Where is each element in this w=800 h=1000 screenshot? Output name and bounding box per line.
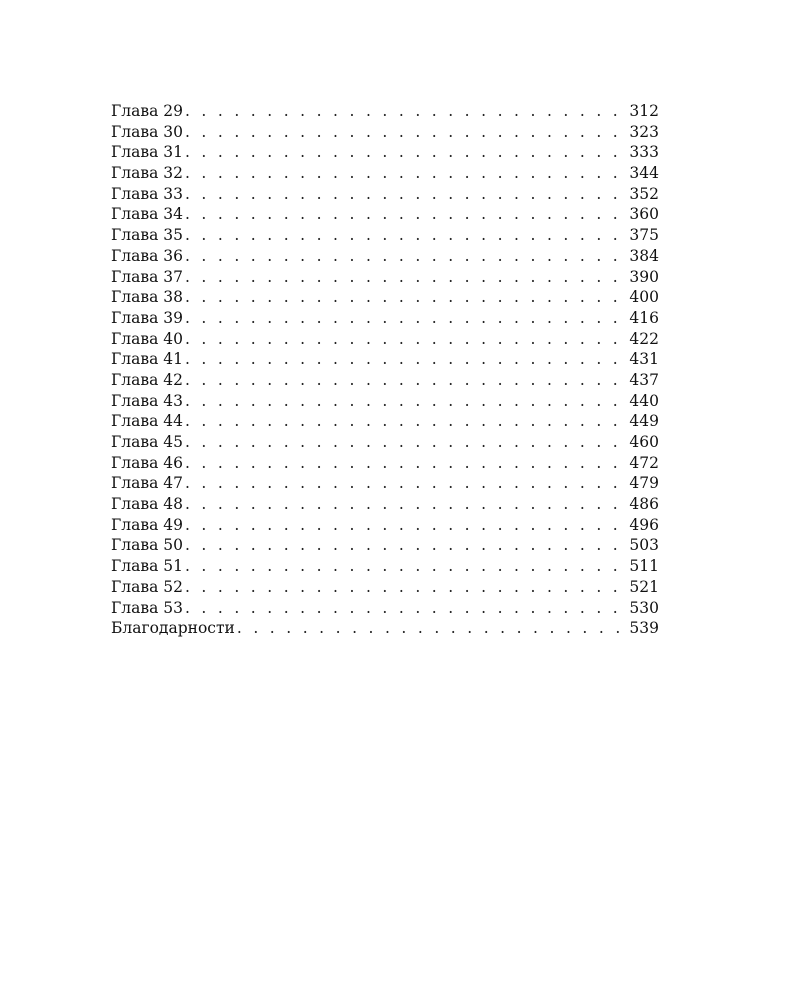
toc-entry (111, 515, 659, 536)
toc-entry (111, 556, 659, 577)
toc-dot-leader (237, 618, 629, 639)
toc-dot-leader (185, 287, 628, 308)
toc-entry-page: 539 (629, 619, 659, 638)
toc-entry-page: 511 (629, 557, 659, 576)
table-of-contents (111, 101, 659, 639)
toc-dot-leader (185, 349, 628, 370)
toc-entry (111, 391, 659, 412)
toc-dot-leader (185, 577, 628, 598)
toc-dot-leader (185, 142, 628, 163)
toc-entry-page: 431 (629, 350, 659, 369)
toc-entry (111, 494, 659, 515)
toc-entry-title: Глава 53 (111, 598, 183, 617)
toc-entry (111, 473, 659, 494)
toc-dot-leader (185, 225, 628, 246)
toc-entry (111, 184, 659, 205)
toc-entry-title: Глава 38 (111, 288, 183, 307)
toc-dot-leader (185, 163, 628, 184)
toc-entry (111, 577, 659, 598)
toc-entry-page: 416 (629, 308, 659, 327)
toc-dot-leader (185, 246, 628, 267)
toc-dot-leader (185, 391, 628, 412)
toc-dot-leader (185, 598, 628, 619)
toc-entry-page: 312 (629, 102, 659, 120)
toc-entry (111, 308, 659, 329)
toc-entry-page: 422 (629, 329, 659, 348)
toc-entry-title: Глава 35 (111, 226, 183, 245)
toc-entry-title: Глава 48 (111, 495, 183, 514)
toc-entry (111, 225, 659, 246)
toc-entry (111, 618, 659, 639)
toc-entry-page: 496 (629, 515, 659, 534)
toc-entry (111, 370, 659, 391)
toc-dot-leader (185, 329, 628, 350)
toc-entry (111, 267, 659, 288)
toc-entry (111, 453, 659, 474)
toc-dot-leader (185, 267, 628, 288)
toc-dot-leader (185, 308, 628, 329)
toc-entry-title: Глава 44 (111, 412, 183, 431)
toc-dot-leader (185, 411, 628, 432)
toc-entry-title: Глава 45 (111, 433, 183, 451)
toc-dot-leader (185, 122, 628, 143)
toc-entry (111, 349, 659, 370)
toc-entry-title: Глава 32 (111, 164, 183, 183)
toc-entry-title: Глава 46 (111, 453, 183, 472)
toc-entry-title: Глава 37 (111, 267, 183, 286)
toc-entry-page: 449 (629, 412, 659, 431)
toc-entry-title: Глава 31 (111, 143, 183, 162)
toc-dot-leader (185, 556, 628, 577)
toc-entry-page: 472 (629, 453, 659, 472)
toc-entry (111, 246, 659, 267)
toc-entry (111, 411, 659, 432)
toc-dot-leader (185, 515, 628, 536)
toc-entry-page: 400 (629, 288, 659, 307)
toc-entry (111, 163, 659, 184)
toc-dot-leader (185, 370, 628, 391)
toc-entry-title: Глава 47 (111, 474, 183, 493)
toc-entry-page: 503 (629, 536, 659, 555)
toc-entry-title: Глава 49 (111, 515, 183, 534)
toc-entry-page: 323 (629, 122, 659, 141)
toc-entry (111, 204, 659, 225)
toc-dot-leader (185, 432, 628, 453)
toc-entry-title: Глава 30 (111, 122, 183, 141)
toc-entry-page: 521 (629, 577, 659, 596)
toc-entry-page: 460 (629, 433, 659, 451)
toc-entry (111, 598, 659, 619)
toc-entry-title: Глава 34 (111, 205, 183, 224)
toc-entry-page: 333 (629, 143, 659, 162)
toc-entry-page: 344 (629, 164, 659, 183)
toc-entry-title: Глава 36 (111, 246, 183, 265)
toc-entry-title: Глава 41 (111, 350, 183, 369)
toc-entry-page: 440 (629, 391, 659, 410)
toc-entry-title: Глава 40 (111, 329, 183, 348)
toc-dot-leader (185, 204, 628, 225)
toc-entry-title: Глава 50 (111, 536, 183, 555)
toc-entry (111, 287, 659, 308)
toc-dot-leader (185, 473, 628, 494)
toc-dot-leader (185, 184, 628, 205)
toc-entry-title: Глава 29 (111, 102, 183, 120)
toc-entry-page: 437 (629, 370, 659, 389)
toc-entry (111, 122, 659, 143)
toc-dot-leader (185, 101, 628, 122)
toc-entry (111, 535, 659, 556)
toc-entry (111, 432, 659, 453)
toc-entry-page: 352 (629, 184, 659, 203)
toc-dot-leader (185, 453, 628, 474)
toc-entry (111, 142, 659, 163)
toc-entry (111, 329, 659, 350)
toc-entry-title: Благодарности (111, 619, 235, 638)
toc-entry-page: 384 (629, 246, 659, 265)
toc-entry-page: 375 (629, 226, 659, 245)
toc-entry-page: 530 (629, 598, 659, 617)
toc-entry-title: Глава 33 (111, 184, 183, 203)
toc-entry-title: Глава 43 (111, 391, 183, 410)
toc-entry-title: Глава 39 (111, 308, 183, 327)
toc-entry (111, 101, 659, 122)
toc-dot-leader (185, 494, 628, 515)
toc-dot-leader (185, 535, 628, 556)
toc-entry-title: Глава 51 (111, 557, 183, 576)
toc-entry-title: Глава 52 (111, 577, 183, 596)
toc-entry-page: 486 (629, 495, 659, 514)
toc-entry-page: 390 (629, 267, 659, 286)
toc-entry-page: 479 (629, 474, 659, 493)
toc-entry-title: Глава 42 (111, 370, 183, 389)
toc-entry-page: 360 (629, 205, 659, 224)
